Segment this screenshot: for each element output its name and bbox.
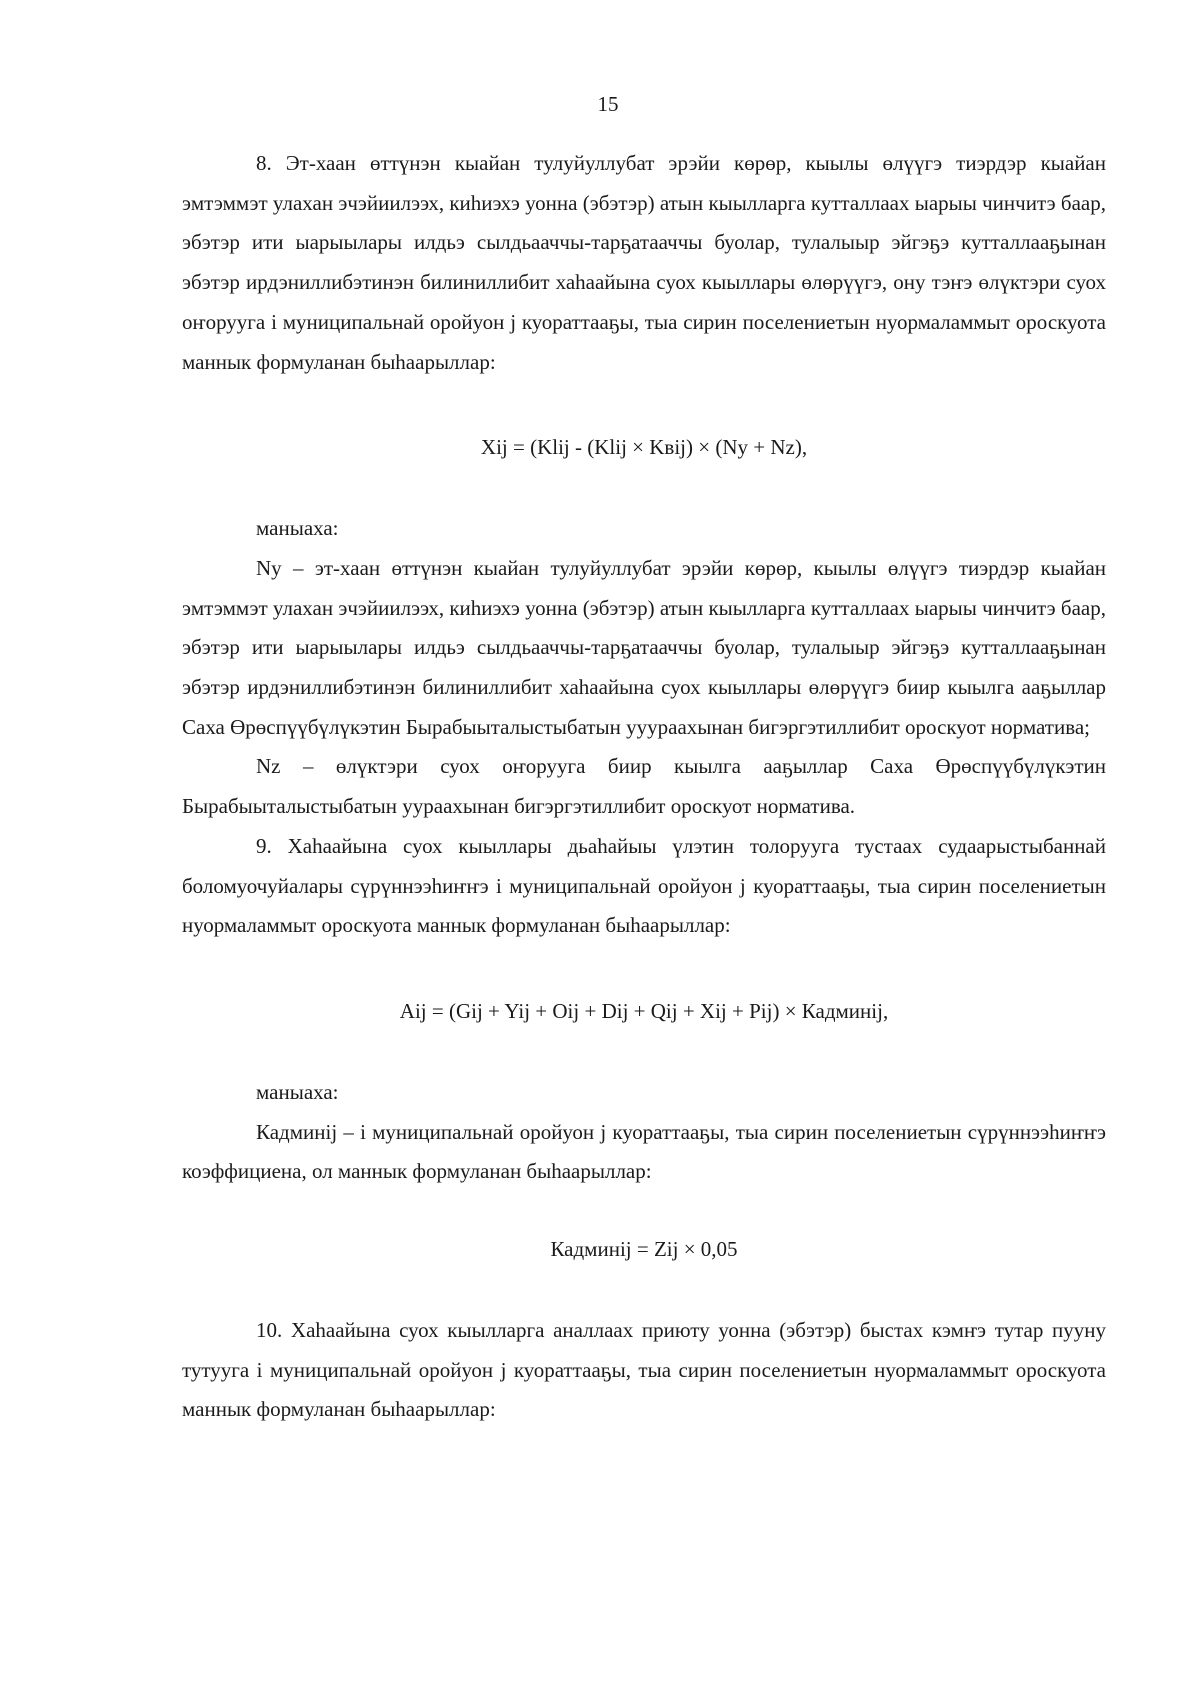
formula-kadmin: Кадминij = Zij × 0,05: [550, 1237, 738, 1262]
formula-aij: Aij = (Gij + Yij + Oij + Dij + Qij + Xij + Pij) × Кадминij,: [399, 998, 889, 1023]
paragraph-9: 9. Хаһаайына суох кыыллары дьаһайыы үлэтин толоруугa тустаах судаарыстыбаннай боломуочуйалары сүрүннээһиҥҥэ i муниципальнай оройуон j куораттааҕы, тыа сирин поселениетын нуормаламмыт ороскуота маннык формуланан быһаарыллар:: [182, 833, 1106, 938]
definition-ny: Ny – эт-хаан өттүнэн кыайан тулуйуллубат эрэйи көрөр, кыылы өлүүгэ тиэрдэр кыайан эмтэммэт улахан эчэйиилээх, киһиэхэ уонна (эбэтэр) атын кыылларга кутталлаах ыарыы чинчитэ баар, эбэтэр ити ыарыылары илдьэ сылдьааччы-тарҕатааччы буолар, тулалыыр эйгэҕэ кутталлааҕынан эбэтэр ирдэниллибэтинэн билиниллибит хаһаайына суох кыыллары өлөрүүгэ биир кыылга ааҕыллар Саха Өрөспүүбүлүкэтин Бырабыыталыстыбатын ууураахынан бигэргэтиллибит ороскуот норматива;: [182, 555, 1106, 739]
definition-nz: Nz – өлүктэри суох оҥоруугa биир кыылга ааҕыллар Саха Өрөспүүбүлүкэтин Бырабыыталыстыбатын уураахынан бигэргэтиллибит ороскуот норматива.: [182, 754, 1106, 819]
paragraph-10: 10. Хаһаайына суох кыылларга аналлаах приюту уонна (эбэтэр) быстах кэмҥэ тутар пууну тутууга i муниципальнай оройуон j куораттааҕы, тыа сирин поселениетын нуормаламмыт ороскуота маннык формуланан быһаарыллар:: [182, 1318, 1106, 1422]
paragraph-8: 8. Эт-хаан өттүнэн кыайан тулуйуллубат эрэйи көрөр, кыылы өлүүгэ тиэрдэр кыайан эмтэммэт улахан эчэйиилээх, киһиэхэ уонна (эбэтэр) атын кыылларга кутталлаах ыарыы чинчитэ баар, эбэтэр ити ыарыылары илдьэ сылдьааччы-тарҕатааччы буолар, тулалыыр эйгэҕэ кутталлааҕынан эбэтэр ирдэниллибэтинэн билиниллибит хаһаайына суох кыыллары өлөрүүгэ, ону тэҥэ өлүктэри суох оҥоруугa i муниципальнай оройуон j куораттааҕы, тыа сирин поселениетын нуормаламмыт ороскуота маннык формуланан быһаарыллар:: [182, 151, 1106, 374]
where-label-2: маныаха:: [256, 1079, 339, 1104]
document-body: [182, 144, 1106, 1430]
definition-kadmin: Кадминij – i муниципальнай оройуон j куораттааҕы, тыа сирин поселениетын сүрүннээһиҥҥэ коэффициена, ол маннык формуланан быһаарыллар:: [182, 1119, 1106, 1184]
page-number: 15: [597, 92, 619, 116]
formula-xij: Xij = (Klij - (Klij × Kвij) × (Ny + Nz),: [480, 435, 808, 460]
where-label-1: маныаха:: [256, 516, 339, 541]
